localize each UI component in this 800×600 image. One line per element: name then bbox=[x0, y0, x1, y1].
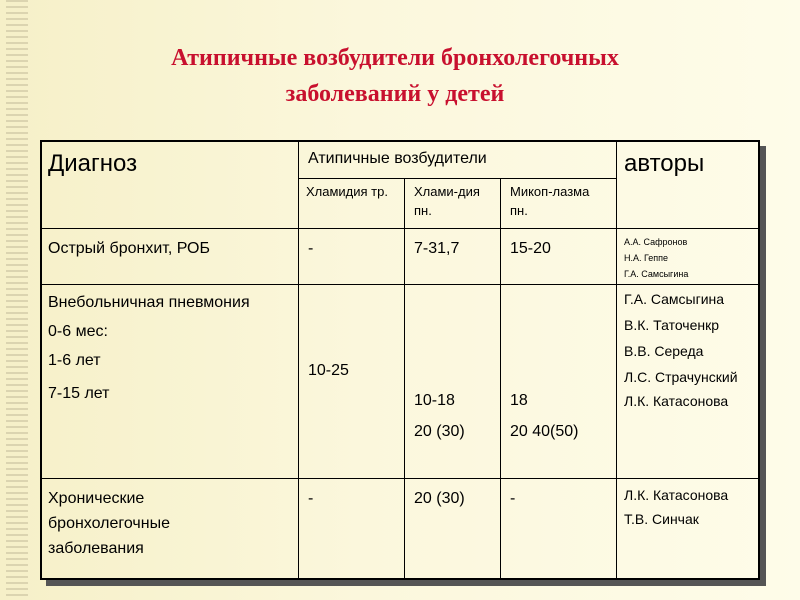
row-2-author: Г.А. Самсыгина bbox=[624, 291, 725, 307]
row-2-mycoplasma-pn-value: 20 40(50) bbox=[510, 423, 579, 440]
header-sub-divider bbox=[298, 178, 616, 179]
row-2-age-group: 0-6 мес: bbox=[48, 323, 108, 340]
header-pathogens: Атипичные возбудители bbox=[308, 150, 487, 167]
col-divider-2 bbox=[404, 178, 405, 578]
row-1-author: Н.А. Геппе bbox=[624, 253, 669, 263]
row-1-mycoplasma-pn: 15-20 bbox=[510, 240, 551, 257]
row-2-age-group: 7-15 лет bbox=[48, 385, 110, 402]
row-2-diagnosis bbox=[48, 290, 288, 406]
slide-margin-decoration bbox=[6, 0, 28, 600]
col-divider-3 bbox=[500, 178, 501, 578]
row-divider-2 bbox=[42, 284, 758, 285]
header-mycoplasma-pn: Микоп-лазма пн. bbox=[510, 184, 590, 218]
slide-title-line-2: заболеваний у детей bbox=[285, 81, 505, 107]
row-2-author: В.К. Таточенкр bbox=[624, 317, 720, 333]
row-2-chlamydia-pn-value: 20 (30) bbox=[414, 423, 465, 440]
row-2-author: Л.С. Страчунский bbox=[624, 369, 738, 385]
row-2-age-group: 1-6 лет bbox=[48, 352, 101, 369]
header-chlamydia-pn: Хлами-дия пн. bbox=[414, 184, 480, 218]
row-2-chlamydia-tr: 10-25 bbox=[308, 362, 349, 379]
row-1-authors bbox=[624, 234, 688, 282]
row-3-chlamydia-pn: 20 (30) bbox=[414, 490, 465, 507]
row-divider-1 bbox=[42, 228, 758, 229]
row-2-authors bbox=[624, 290, 756, 418]
header-diagnosis: Диагноз bbox=[48, 150, 138, 177]
header-chlamydia-tr: Хламидия тр. bbox=[306, 184, 388, 199]
row-3-chlamydia-tr: - bbox=[308, 490, 314, 507]
row-divider-3 bbox=[42, 478, 758, 479]
row-3-authors bbox=[624, 486, 756, 536]
col-divider-1 bbox=[298, 142, 299, 578]
row-1-author: А.А. Сафронов bbox=[624, 237, 688, 247]
row-2-mycoplasma-pn bbox=[510, 388, 579, 444]
col-divider-4 bbox=[616, 142, 617, 578]
row-1-author: Г.А. Самсыгина bbox=[624, 269, 689, 279]
row-3-author: Т.В. Синчак bbox=[624, 511, 699, 527]
row-1-diagnosis: Острый бронхит, РОБ bbox=[48, 240, 210, 257]
row-2-mycoplasma-pn-value: 18 bbox=[510, 392, 528, 409]
pathogens-table bbox=[40, 140, 760, 580]
row-1-chlamydia-pn: 7-31,7 bbox=[414, 240, 460, 257]
slide-title bbox=[60, 40, 730, 112]
header-authors: авторы bbox=[624, 150, 705, 177]
row-2-chlamydia-pn-value: 10-18 bbox=[414, 392, 455, 409]
row-2-author: В.В. Середа bbox=[624, 343, 704, 359]
row-3-author: Л.К. Катасонова bbox=[624, 487, 729, 503]
row-1-chlamydia-tr: - bbox=[308, 240, 314, 257]
row-2-diagnosis-title: Внебольничная пневмония bbox=[48, 294, 250, 311]
row-2-chlamydia-pn bbox=[414, 388, 465, 444]
row-3-diagnosis: Хронические бронхолегочные заболевания bbox=[48, 490, 170, 557]
row-3-mycoplasma-pn: - bbox=[510, 490, 516, 507]
slide-title-line-1: Атипичные возбудители бронхолегочных bbox=[171, 45, 619, 71]
row-2-author: Л.К. Катасонова bbox=[624, 393, 729, 409]
